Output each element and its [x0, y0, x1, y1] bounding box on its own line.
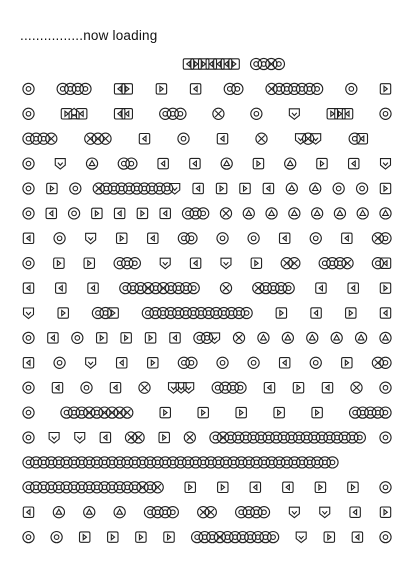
- box-glyph-icon: [236, 407, 246, 417]
- circle-glyph-icon: [129, 258, 140, 269]
- cross-circle-glyph-icon: [342, 258, 353, 269]
- circle-glyph-icon: [248, 357, 259, 368]
- circle-glyph-icon: [251, 108, 262, 119]
- box-glyph-icon: [160, 407, 170, 417]
- box-glyph-icon: [23, 283, 33, 293]
- box-glyph-icon: [311, 308, 321, 318]
- triangle-glyph-icon: [331, 332, 342, 343]
- box-glyph-icon: [263, 183, 273, 193]
- shield-glyph-icon: [381, 159, 391, 170]
- shield-glyph-icon: [75, 433, 85, 444]
- circle-glyph-icon: [217, 357, 228, 368]
- box-glyph-icon: [137, 208, 147, 218]
- triangle-glyph-icon: [310, 183, 321, 194]
- circle-glyph-icon: [23, 532, 34, 543]
- circle-glyph-icon: [354, 432, 365, 443]
- triangle-glyph-icon: [86, 158, 97, 169]
- box-glyph-icon: [218, 482, 228, 492]
- box-glyph-icon: [193, 183, 203, 193]
- box-glyph-icon: [122, 84, 132, 94]
- shield-glyph-icon: [55, 159, 65, 170]
- box-glyph-icon: [283, 482, 293, 492]
- box-glyph-icon: [348, 482, 358, 492]
- circle-glyph-icon: [268, 532, 279, 543]
- box-glyph-icon: [114, 208, 124, 218]
- circle-glyph-icon: [51, 532, 62, 543]
- box-glyph-icon: [23, 358, 33, 368]
- circle-glyph-icon: [126, 158, 137, 169]
- triangle-glyph-icon: [357, 208, 368, 219]
- box-glyph-icon: [47, 183, 57, 193]
- box-glyph-icon: [348, 283, 358, 293]
- circle-glyph-icon: [23, 183, 34, 194]
- circle-glyph-icon: [186, 233, 197, 244]
- triangle-glyph-icon: [312, 208, 323, 219]
- box-glyph-icon: [139, 134, 149, 144]
- circle-glyph-icon: [333, 183, 344, 194]
- circle-glyph-icon: [23, 382, 34, 393]
- box-glyph-icon: [380, 84, 390, 94]
- box-glyph-icon: [23, 233, 33, 243]
- box-glyph-icon: [335, 109, 345, 119]
- box-glyph-icon: [322, 383, 332, 393]
- box-glyph-icon: [217, 134, 227, 144]
- box-glyph-icon: [250, 482, 260, 492]
- circle-glyph-icon: [178, 133, 189, 144]
- circle-glyph-icon: [372, 258, 383, 269]
- box-glyph-icon: [312, 407, 322, 417]
- shield-glyph-icon: [24, 308, 34, 319]
- circle-glyph-icon: [380, 357, 391, 368]
- circle-glyph-icon: [23, 407, 34, 418]
- triangle-glyph-icon: [307, 332, 318, 343]
- cross-circle-glyph-icon: [351, 382, 362, 393]
- box-glyph-icon: [148, 358, 158, 368]
- box-glyph-icon: [88, 283, 98, 293]
- circle-glyph-icon: [201, 332, 212, 343]
- circle-glyph-icon: [312, 83, 323, 94]
- shield-glyph-icon: [169, 383, 179, 394]
- box-glyph-icon: [156, 84, 166, 94]
- circle-glyph-icon: [186, 357, 197, 368]
- circle-glyph-icon: [80, 83, 91, 94]
- box-glyph-icon: [52, 383, 62, 393]
- shield-glyph-icon: [320, 507, 330, 518]
- box-glyph-icon: [346, 308, 356, 318]
- box-glyph-icon: [216, 183, 226, 193]
- circle-glyph-icon: [232, 83, 243, 94]
- box-glyph-icon: [84, 258, 94, 268]
- box-glyph-icon: [240, 183, 250, 193]
- circle-glyph-icon: [283, 283, 294, 294]
- circle-glyph-icon: [349, 133, 360, 144]
- box-glyph-icon: [76, 109, 86, 119]
- box-glyph-icon: [214, 59, 224, 69]
- circle-glyph-icon: [188, 283, 199, 294]
- triangle-glyph-icon: [258, 332, 269, 343]
- box-glyph-icon: [170, 333, 180, 343]
- cross-circle-glyph-icon: [46, 133, 57, 144]
- loading-label: ................now loading: [20, 28, 158, 43]
- box-glyph-icon: [349, 158, 359, 168]
- box-glyph-icon: [279, 358, 289, 368]
- box-glyph-icon: [97, 333, 107, 343]
- box-glyph-icon: [121, 333, 131, 343]
- circle-glyph-icon: [310, 357, 321, 368]
- box-glyph-icon: [206, 59, 216, 69]
- circle-glyph-icon: [23, 208, 34, 219]
- cross-circle-glyph-icon: [220, 283, 231, 294]
- box-glyph-icon: [264, 383, 274, 393]
- box-glyph-icon: [342, 358, 352, 368]
- box-glyph-icon: [276, 308, 286, 318]
- box-glyph-icon: [190, 84, 200, 94]
- cross-circle-glyph-icon: [184, 432, 195, 443]
- circle-glyph-icon: [380, 382, 391, 393]
- triangle-glyph-icon: [221, 158, 232, 169]
- box-glyph-icon: [315, 482, 325, 492]
- box-glyph-icon: [352, 532, 362, 542]
- cross-circle-glyph-icon: [133, 432, 144, 443]
- box-glyph-icon: [114, 84, 124, 94]
- circle-glyph-icon: [162, 183, 173, 194]
- cross-circle-glyph-icon: [233, 332, 244, 343]
- box-glyph-icon: [164, 532, 174, 542]
- box-glyph-icon: [324, 532, 334, 542]
- circle-glyph-icon: [23, 83, 34, 94]
- circle-glyph-icon: [217, 233, 228, 244]
- circle-glyph-icon: [167, 507, 178, 518]
- circle-glyph-icon: [23, 258, 34, 269]
- box-glyph-icon: [221, 59, 231, 69]
- box-glyph-icon: [380, 283, 390, 293]
- triangle-glyph-icon: [380, 208, 391, 219]
- box-glyph-icon: [61, 109, 71, 119]
- circle-glyph-icon: [198, 208, 209, 219]
- shield-glyph-icon: [160, 258, 170, 269]
- cross-circle-glyph-icon: [100, 133, 111, 144]
- circle-glyph-icon: [380, 432, 391, 443]
- box-glyph-icon: [159, 432, 169, 442]
- circle-glyph-icon: [380, 532, 391, 543]
- cross-circle-glyph-icon: [213, 108, 224, 119]
- circle-glyph-icon: [380, 482, 391, 493]
- shield-glyph-icon: [289, 507, 299, 518]
- cross-circle-glyph-icon: [139, 382, 150, 393]
- box-glyph-icon: [316, 283, 326, 293]
- cross-circle-glyph-icon: [205, 507, 216, 518]
- circle-glyph-icon: [54, 233, 65, 244]
- shield-glyph-icon: [176, 383, 186, 394]
- box-glyph-icon: [190, 158, 200, 168]
- box-glyph-icon: [108, 532, 118, 542]
- shield-glyph-icon: [221, 258, 231, 269]
- cross-circle-glyph-icon: [303, 133, 314, 144]
- triangle-glyph-icon: [84, 507, 95, 518]
- box-glyph-icon: [92, 208, 102, 218]
- box-glyph-icon: [185, 482, 195, 492]
- box-glyph-icon: [327, 109, 337, 119]
- circle-glyph-icon: [273, 58, 284, 69]
- circle-glyph-icon: [310, 233, 321, 244]
- cross-circle-glyph-icon: [256, 133, 267, 144]
- circle-glyph-icon: [248, 233, 259, 244]
- box-glyph-icon: [380, 183, 390, 193]
- box-glyph-icon: [122, 109, 132, 119]
- box-glyph-icon: [279, 233, 289, 243]
- box-glyph-icon: [160, 208, 170, 218]
- box-glyph-icon: [117, 233, 127, 243]
- box-glyph-icon: [253, 158, 263, 168]
- box-glyph-icon: [380, 308, 390, 318]
- box-glyph-icon: [114, 109, 124, 119]
- box-glyph-icon: [342, 233, 352, 243]
- box-glyph-icon: [251, 258, 261, 268]
- box-glyph-icon: [56, 283, 66, 293]
- box-glyph-icon: [136, 532, 146, 542]
- circle-glyph-icon: [23, 332, 34, 343]
- triangle-glyph-icon: [380, 332, 391, 343]
- box-glyph-icon: [46, 208, 56, 218]
- box-glyph-icon: [80, 532, 90, 542]
- box-glyph-icon: [342, 109, 352, 119]
- box-glyph-icon: [190, 258, 200, 268]
- box-glyph-icon: [191, 59, 201, 69]
- triangle-glyph-icon: [286, 183, 297, 194]
- shield-glyph-icon: [49, 433, 59, 444]
- triangle-glyph-icon: [266, 208, 277, 219]
- house-glyph-icon: [69, 108, 79, 119]
- circle-glyph-icon: [380, 108, 391, 119]
- shield-glyph-icon: [86, 358, 96, 369]
- triangle-glyph-icon: [53, 507, 64, 518]
- box-glyph-icon: [110, 383, 120, 393]
- circle-glyph-icon: [327, 457, 338, 468]
- triangle-glyph-icon: [243, 208, 254, 219]
- box-glyph-icon: [58, 308, 68, 318]
- triangle-glyph-icon: [285, 158, 296, 169]
- box-glyph-icon: [100, 432, 110, 442]
- box-glyph-icon: [117, 358, 127, 368]
- circle-glyph-icon: [380, 233, 391, 244]
- shield-glyph-icon: [184, 383, 194, 394]
- shield-glyph-icon: [86, 233, 96, 244]
- triangle-glyph-icon: [282, 332, 293, 343]
- box-glyph-icon: [274, 407, 284, 417]
- box-glyph-icon: [148, 233, 158, 243]
- circle-glyph-icon: [81, 382, 92, 393]
- box-glyph-icon: [350, 507, 360, 517]
- box-glyph-icon: [145, 333, 155, 343]
- circle-glyph-icon: [70, 183, 81, 194]
- circle-glyph-icon: [356, 183, 367, 194]
- box-glyph-icon: [229, 59, 239, 69]
- triangle-glyph-icon: [355, 332, 366, 343]
- circle-glyph-icon: [54, 357, 65, 368]
- box-glyph-icon: [23, 507, 33, 517]
- triangle-glyph-icon: [289, 208, 300, 219]
- box-glyph-icon: [317, 158, 327, 168]
- circle-glyph-icon: [258, 507, 269, 518]
- circle-glyph-icon: [380, 407, 391, 418]
- cross-circle-glyph-icon: [122, 407, 133, 418]
- circle-glyph-icon: [241, 307, 252, 318]
- cross-circle-glyph-icon: [220, 208, 231, 219]
- shield-glyph-icon: [296, 532, 306, 543]
- box-glyph-icon: [48, 333, 58, 343]
- circle-glyph-icon: [23, 108, 34, 119]
- shield-glyph-icon: [289, 109, 299, 120]
- box-glyph-icon: [54, 258, 64, 268]
- triangle-glyph-icon: [334, 208, 345, 219]
- circle-glyph-icon: [100, 307, 111, 318]
- box-glyph-icon: [183, 59, 193, 69]
- box-glyph-icon: [158, 158, 168, 168]
- box-glyph-icon: [380, 507, 390, 517]
- circle-glyph-icon: [72, 332, 83, 343]
- circle-glyph-icon: [346, 83, 357, 94]
- cross-circle-glyph-icon: [152, 482, 163, 493]
- circle-glyph-icon: [175, 108, 186, 119]
- box-glyph-icon: [199, 59, 209, 69]
- cross-circle-glyph-icon: [289, 258, 300, 269]
- circle-glyph-icon: [23, 158, 34, 169]
- circle-glyph-icon: [68, 208, 79, 219]
- circle-glyph-icon: [23, 432, 34, 443]
- triangle-glyph-icon: [114, 507, 125, 518]
- box-glyph-icon: [293, 383, 303, 393]
- box-glyph-icon: [198, 407, 208, 417]
- circle-glyph-icon: [235, 382, 246, 393]
